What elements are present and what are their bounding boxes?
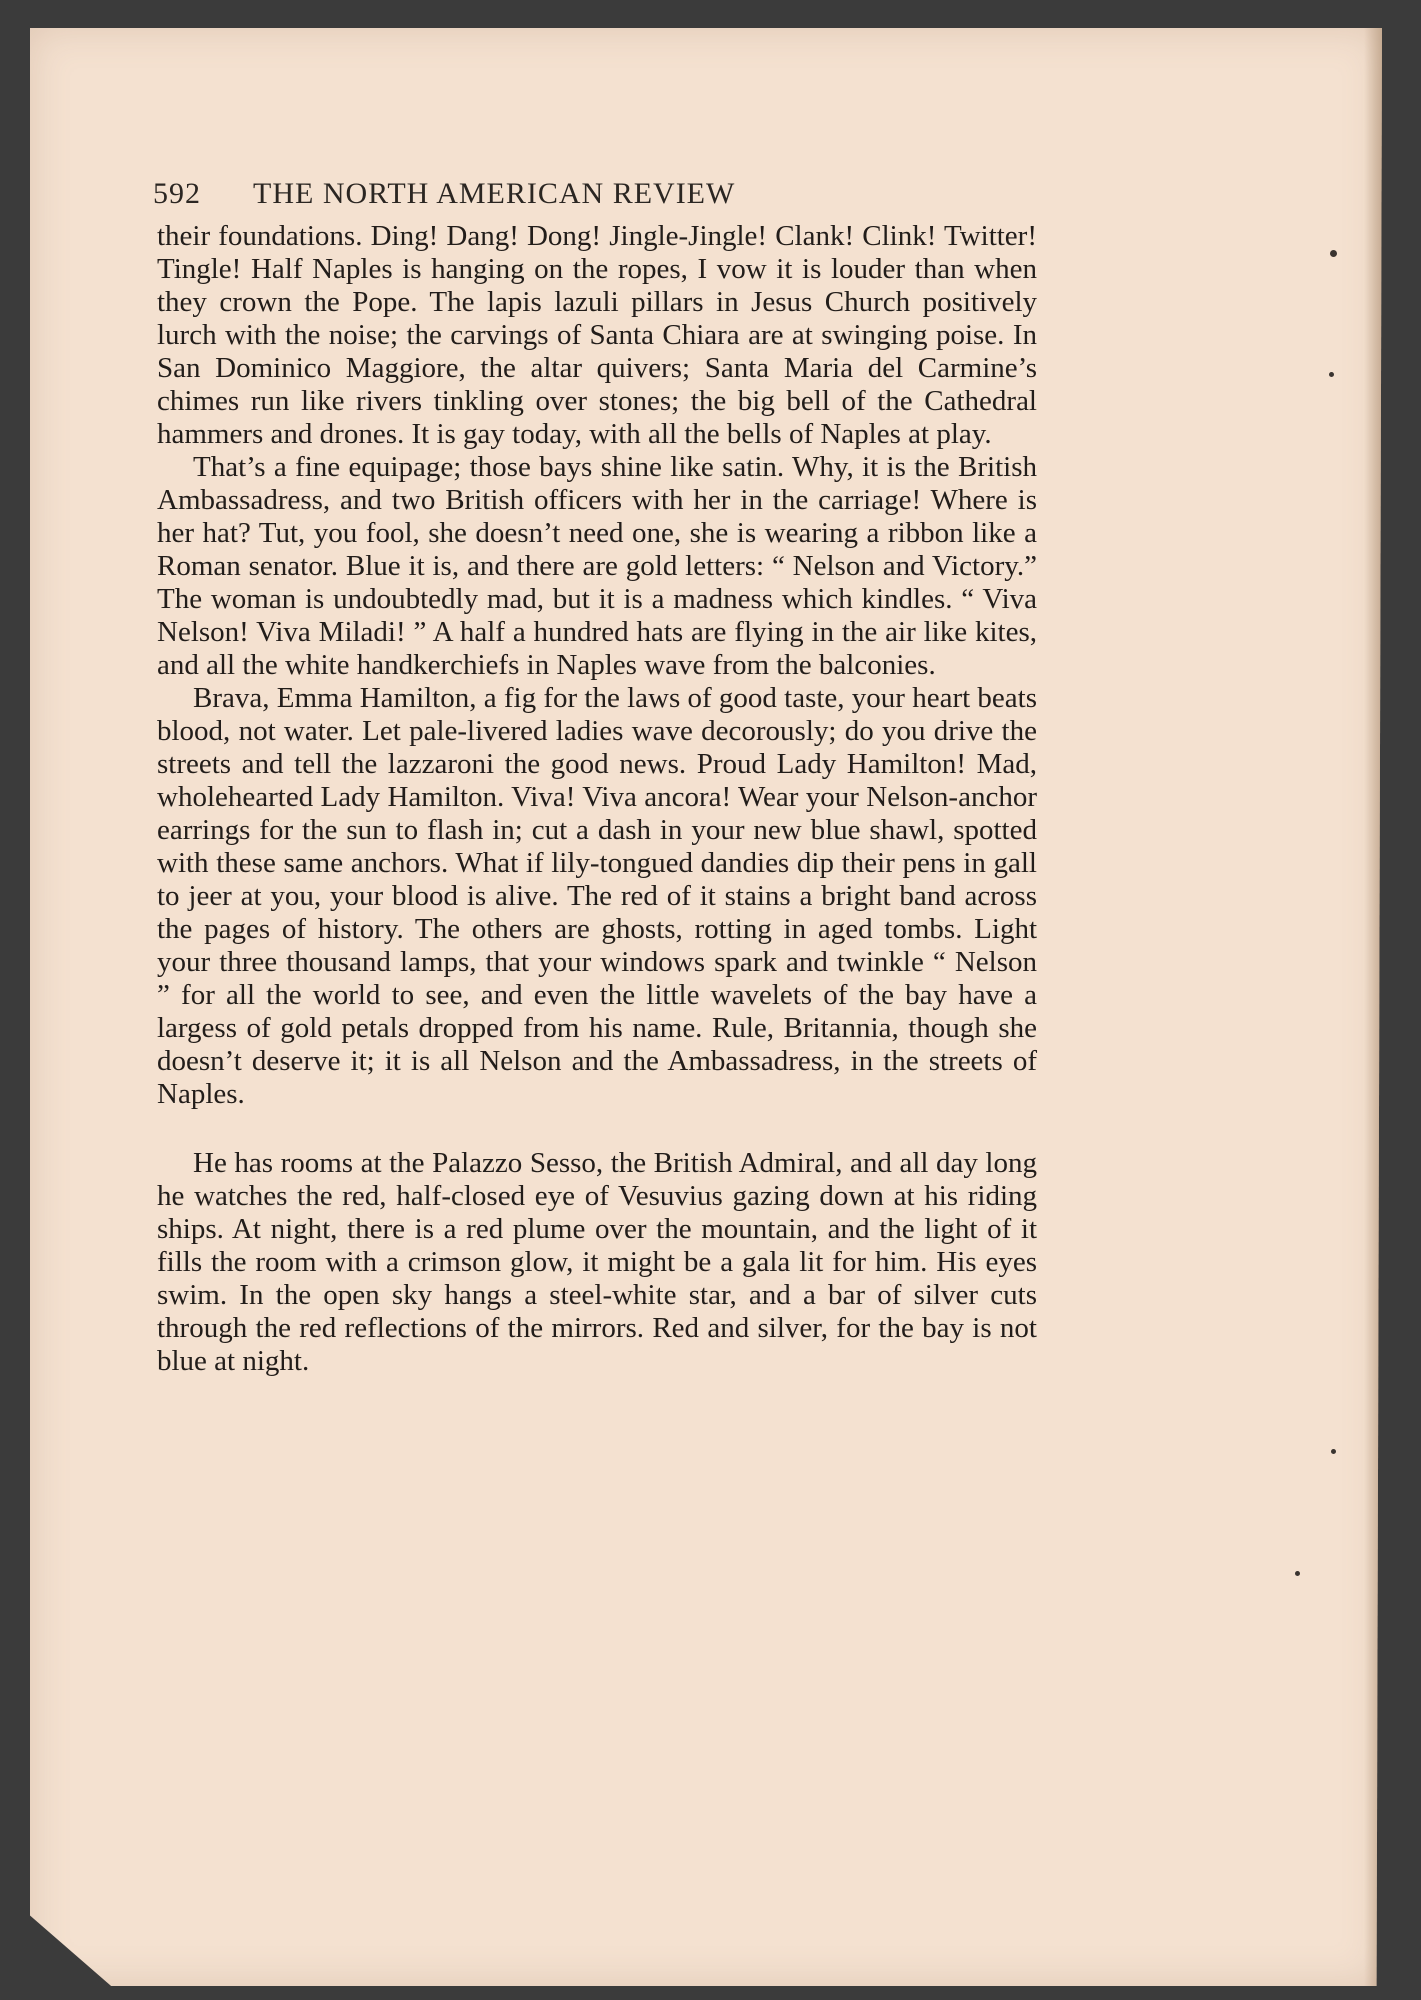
ink-speck — [1295, 1571, 1300, 1576]
ink-speck — [1331, 1449, 1336, 1454]
ink-speck — [1329, 372, 1334, 377]
running-title: THE NORTH AMERICAN REVIEW — [253, 177, 736, 210]
page-edge-shading — [1364, 28, 1382, 1986]
paragraph-continued: their foundations. Ding! Dang! Dong! Jingle-Jingle! Clank! Clink! Twitter! Tingle! Half Naples is hanging on the ropes, I vow it is louder than when they crown the Pope. The lapis lazuli pillars in Jesus Church positively lurch with the noise; the carvings of Santa Chiara are at swinging poise. In San Dominico Maggiore, the altar quivers; Santa Maria del Carmine’s chimes run like rivers tinkling over stones; the big bell of the Cathedral hammers and drones. It is gay today, with all the bells of Naples at play. — [157, 220, 1037, 450]
body-text — [157, 220, 1037, 1378]
page-number: 592 — [153, 177, 201, 210]
ink-speck — [1330, 250, 1337, 257]
paragraph-palazzo-sesso: He has rooms at the Palazzo Sesso, the British Admiral, and all day long he watches the red, half-closed eye of Vesuvius gazing down at his riding ships. At night, there is a red plume over the mountain, and the light of it fills the room with a crimson glow, it might be a gala lit for him. His eyes swim. In the open sky hangs a steel-white star, and a bar of silver cuts through the red reflections of the mirrors. Red and silver, for the bay is not blue at night. — [157, 1147, 1037, 1377]
paragraph-equipage: That’s a fine equipage; those bays shine like satin. Why, it is the British Ambassadress, and two British officers with her in the carriage! Where is her hat? Tut, you fool, she doesn’t need one, she is wearing a ribbon like a Roman senator. Blue it is, and there are gold letters: “ Nelson and Victory.” The woman is undoubtedly mad, but it is a madness which kindles. “ Viva Nelson! Viva Miladi! ” A half a hundred hats are flying in the air like kites, and all the white handkerchiefs in Naples wave from the balconies. — [157, 451, 1037, 681]
paragraph-emma-hamilton: Brava, Emma Hamilton, a fig for the laws of good taste, your heart beats blood, not water. Let pale-livered ladies wave decorously; do you drive the streets and tell the lazzaroni the good news. Proud Lady Hamilton! Mad, wholehearted Lady Hamilton. Viva! Viva ancora! Wear your Nelson-anchor earrings for the sun to flash in; cut a dash in your new blue shawl, spotted with these same anchors. What if lily-tongued dandies dip their pens in gall to jeer at you, your blood is alive. The red of it stains a bright band across the pages of history. The others are ghosts, rotting in aged tombs. Light your three thousand lamps, that your windows spark and twinkle “ Nelson ” for all the world to see, and even the little wavelets of the bay have a largess of gold petals dropped from his name. Rule, Britannia, though she doesn’t deserve it; it is all Nelson and the Ambassadress, in the streets of Naples. — [157, 682, 1037, 1110]
running-head — [153, 177, 1053, 211]
